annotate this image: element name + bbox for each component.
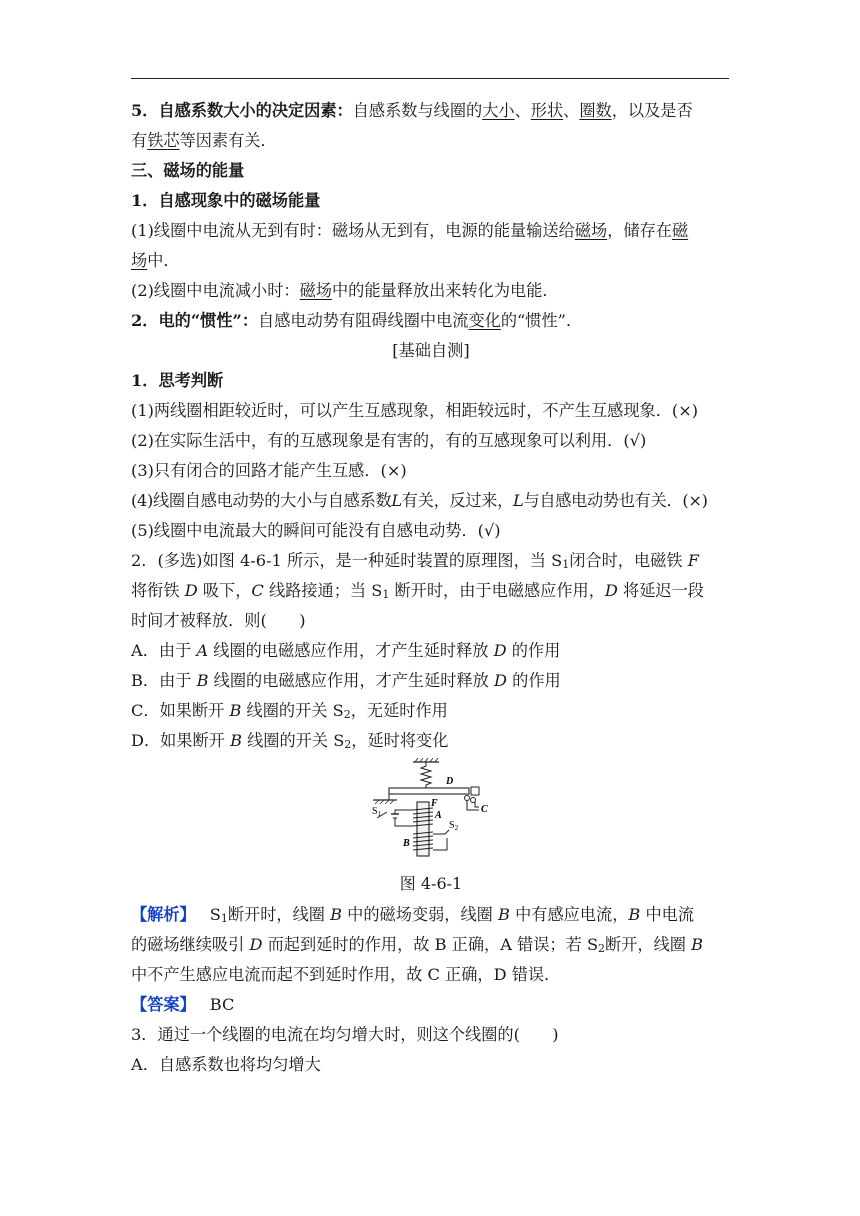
item-2: 2．电的“惯性”：自感电动势有阻碍线圈中电流变化的“惯性”． [131,311,583,330]
figure-caption: 图 4-6-1 [399,874,463,893]
answer-tag: 【答案】 [131,995,196,1014]
option-c: C．如果断开 B 线圈的开关 $S_2$，无延时作用 [131,701,448,721]
item-5-line-1: 5．自感系数大小的决定因素：自感系数与线圈的大小、形状、圈数，以及是否 [131,101,693,120]
judgement-item: (5)线圈中电流最大的瞬间可能没有自感电动势．(√) [131,521,501,540]
option-d: D．如果断开 B 线圈的开关 $S_2$，延时将变化 [131,731,449,751]
label-s2: $S_2$ [449,820,459,832]
item-1-a-line-2: 场中． [131,251,180,270]
question-1-title: 1．思考判断 [131,371,224,390]
answer-line [131,990,731,1020]
item-5-line-2: 有铁芯等因素有关． [131,131,277,150]
section-heading: 三、磁场的能量 [131,161,245,180]
label-b: B [403,838,410,849]
keyword: 形状 [530,101,564,120]
analysis-line-2: 的磁场继续吸引 D 而起到延时的作用，故 B 正确，A 错误；若 $S_2$断开，线圈 B [131,935,704,955]
document-page [131,96,731,1080]
keyword: 变化 [468,311,501,330]
item-1-title: 1．自感现象中的磁场能量 [131,191,321,210]
keyword: 磁场 [299,281,332,300]
label-s1: $S_1$ [372,806,382,818]
label-a: A [435,810,442,821]
keyword: 铁芯 [147,131,180,150]
item-2-lead: 2．电的“惯性”： [131,311,259,330]
question-2-line-3: 时间才被释放．则( ) [131,611,306,630]
figure-delay-device [131,756,731,868]
question-3-option-a: A．自感系数也将均匀增大 [131,1055,321,1074]
judgement-item: (3)只有闭合的回路才能产生互感．(×) [131,461,407,480]
question-3: 3．通过一个线圈的电流在均匀增大时，则这个线圈的( ) [131,1025,559,1044]
label-d: D [446,776,454,787]
analysis-tag: 【解析】 [131,905,196,924]
option-a: A．由于 A 线圈的电磁感应作用，才产生延时释放 D 的作用 [131,641,561,660]
question-2-line-2: 将衔铁 D 吸下，C 线路接通；当 $S_1$ 断开时，由于电磁感应作用，D 将延迟一段 [131,581,704,601]
keyword: 磁 [671,221,689,240]
keyword: 场 [131,251,148,270]
label-f: F [431,798,438,809]
judgement-item: (2)在实际生活中，有的互感现象是有害的，有的互感现象可以利用．(√) [131,431,647,450]
item-1-a-line-1: (1)线圈中电流从无到有时：磁场从无到有，电源的能量输送给磁场，储存在磁 [131,221,689,240]
item-5-lead: 5．自感系数大小的决定因素： [131,101,353,120]
item-1-b: (2)线圈中电流减小时：磁场中的能量释放出来转化为电能． [131,281,559,300]
answer-value: BC [209,995,235,1014]
header-rule [131,78,729,79]
keyword: 圈数 [579,101,612,120]
self-test-heading: [基础自测] [392,341,470,360]
judgement-item: (1)两线圈相距较近时，可以产生互感现象，相距较远时，不产生互感现象．(×) [131,401,699,420]
delay-device-diagram [367,758,497,866]
analysis-line-3: 中不产生感应电流而起不到延时作用，故 C 正确，D 错误． [131,965,561,984]
question-2-line-1: 2．(多选)如图 4-6-1 所示，是一种延时装置的原理图，当 $S_1$闭合时，电磁铁 F [131,551,699,571]
label-c: C [481,804,488,815]
keyword: 大小 [482,101,515,120]
option-b: B．由于 B 线圈的电磁感应作用，才产生延时释放 D 的作用 [131,671,561,690]
judgement-item: (4)线圈自感电动势的大小与自感系数L有关，反过来，L与自感电动势也有关．(×) [131,491,708,510]
keyword: 磁场 [574,221,608,240]
analysis-line-1: 【解析】 $S_1$断开时，线圈 B 中的磁场变弱，线圈 B 中有感应电流，B 中电流 [131,905,695,925]
